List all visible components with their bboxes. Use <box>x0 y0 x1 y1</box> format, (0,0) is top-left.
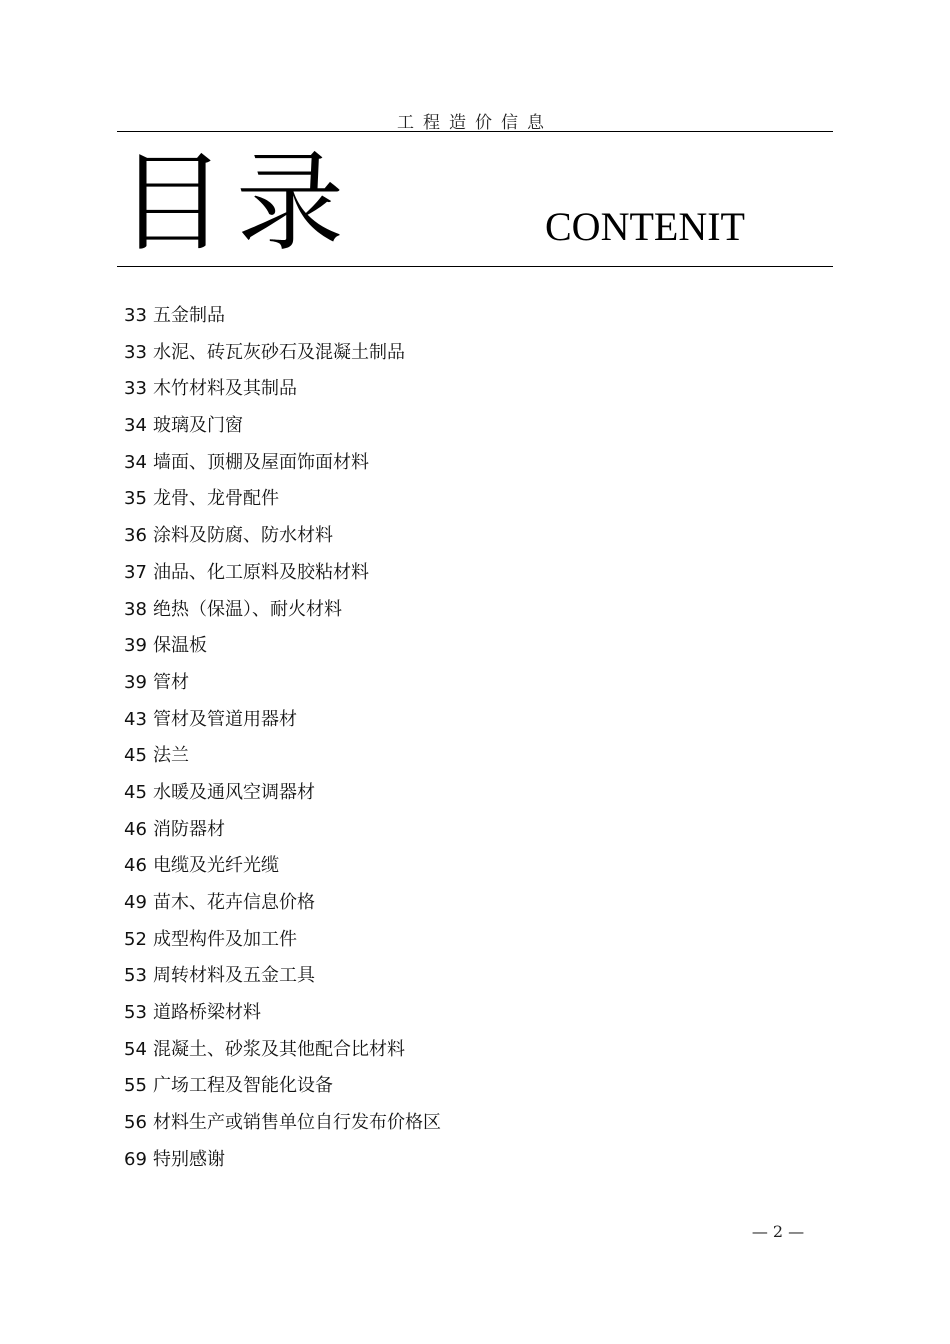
toc-label: 材料生产或销售单位自行发布价格区 <box>153 1112 441 1134</box>
toc-label: 水暖及通风空调器材 <box>153 781 315 803</box>
toc-entry[interactable] <box>124 518 824 555</box>
toc-entry[interactable] <box>124 885 824 922</box>
page-number: — 2 — <box>751 1222 805 1241</box>
toc-page-number: 69 <box>124 1148 147 1170</box>
table-of-contents <box>124 298 824 1179</box>
toc-label: 道路桥梁材料 <box>153 1002 261 1024</box>
contents-title-cn <box>118 144 368 264</box>
title-rule <box>117 266 833 267</box>
toc-label: 绝热（保温）、耐火材料 <box>153 598 342 620</box>
toc-label: 保温板 <box>153 635 207 657</box>
toc-entry[interactable] <box>124 1105 824 1142</box>
toc-label: 法兰 <box>153 745 189 767</box>
toc-entry[interactable] <box>124 958 824 995</box>
toc-page-number: 43 <box>124 708 147 730</box>
toc-entry[interactable] <box>124 298 824 335</box>
toc-entry[interactable] <box>124 738 824 775</box>
toc-label: 水泥、砖瓦灰砂石及混凝土制品 <box>153 341 405 363</box>
toc-entry[interactable] <box>124 335 824 372</box>
toc-label: 特别感谢 <box>153 1148 225 1170</box>
toc-label: 电缆及光纤光缆 <box>153 855 279 877</box>
toc-label: 五金制品 <box>153 305 225 326</box>
toc-label: 玻璃及门窗 <box>153 415 243 437</box>
toc-label: 涂料及防腐、防水材料 <box>153 525 333 547</box>
toc-page-number: 53 <box>124 1002 147 1024</box>
toc-page-number: 45 <box>124 745 147 767</box>
toc-entry[interactable] <box>124 628 824 665</box>
toc-entry[interactable] <box>124 812 824 849</box>
toc-page-number: 33 <box>124 378 147 400</box>
toc-page-number: 35 <box>124 488 147 510</box>
toc-page-number: 38 <box>124 598 147 620</box>
toc-page-number: 56 <box>124 1112 147 1134</box>
header-rule <box>117 131 833 132</box>
toc-entry[interactable] <box>124 1142 824 1179</box>
toc-entry[interactable] <box>124 371 824 408</box>
toc-page-number: 45 <box>124 781 147 803</box>
toc-page-number: 34 <box>124 451 147 473</box>
toc-entry[interactable] <box>124 1068 824 1105</box>
toc-label: 木竹材料及其制品 <box>153 378 297 400</box>
toc-label: 苗木、花卉信息价格 <box>153 892 315 913</box>
toc-page-number: 54 <box>124 1038 147 1060</box>
toc-page-number: 33 <box>124 305 147 326</box>
toc-page-number: 37 <box>124 561 147 583</box>
toc-entry[interactable] <box>124 665 824 702</box>
toc-entry[interactable] <box>124 555 824 592</box>
toc-label: 油品、化工原料及胶粘材料 <box>153 561 369 583</box>
toc-page-number: 39 <box>124 635 147 657</box>
toc-page-number: 49 <box>124 892 147 913</box>
toc-entry[interactable] <box>124 848 824 885</box>
toc-label: 混凝土、砂浆及其他配合比材料 <box>153 1038 405 1060</box>
running-header: 工程造价信息 <box>397 113 553 133</box>
toc-page-number: 55 <box>124 1075 147 1097</box>
toc-label: 管材 <box>153 671 189 693</box>
toc-label: 消防器材 <box>153 818 225 840</box>
contents-title-en: CONTENIT <box>545 204 745 249</box>
toc-page-number: 39 <box>124 671 147 693</box>
toc-label: 广场工程及智能化设备 <box>153 1075 333 1097</box>
title-char-2: 录 <box>236 144 345 264</box>
title-char-1: 目 <box>118 144 227 264</box>
toc-entry[interactable] <box>124 702 824 739</box>
toc-page-number: 46 <box>124 855 147 877</box>
toc-entry[interactable] <box>124 1032 824 1069</box>
toc-entry[interactable] <box>124 481 824 518</box>
toc-page-number: 34 <box>124 415 147 437</box>
toc-entry[interactable] <box>124 445 824 482</box>
toc-entry[interactable] <box>124 592 824 629</box>
toc-label: 成型构件及加工件 <box>153 928 297 950</box>
toc-page-number: 33 <box>124 341 147 363</box>
toc-entry[interactable] <box>124 408 824 445</box>
toc-entry[interactable] <box>124 775 824 812</box>
toc-page-number: 53 <box>124 965 147 987</box>
toc-label: 龙骨、龙骨配件 <box>153 488 279 510</box>
toc-page-number: 52 <box>124 928 147 950</box>
toc-label: 周转材料及五金工具 <box>153 965 315 987</box>
toc-entry[interactable] <box>124 995 824 1032</box>
toc-page-number: 46 <box>124 818 147 840</box>
toc-entry[interactable] <box>124 922 824 959</box>
toc-page-number: 36 <box>124 525 147 547</box>
toc-label: 管材及管道用器材 <box>153 708 297 730</box>
toc-label: 墙面、顶棚及屋面饰面材料 <box>153 451 369 473</box>
